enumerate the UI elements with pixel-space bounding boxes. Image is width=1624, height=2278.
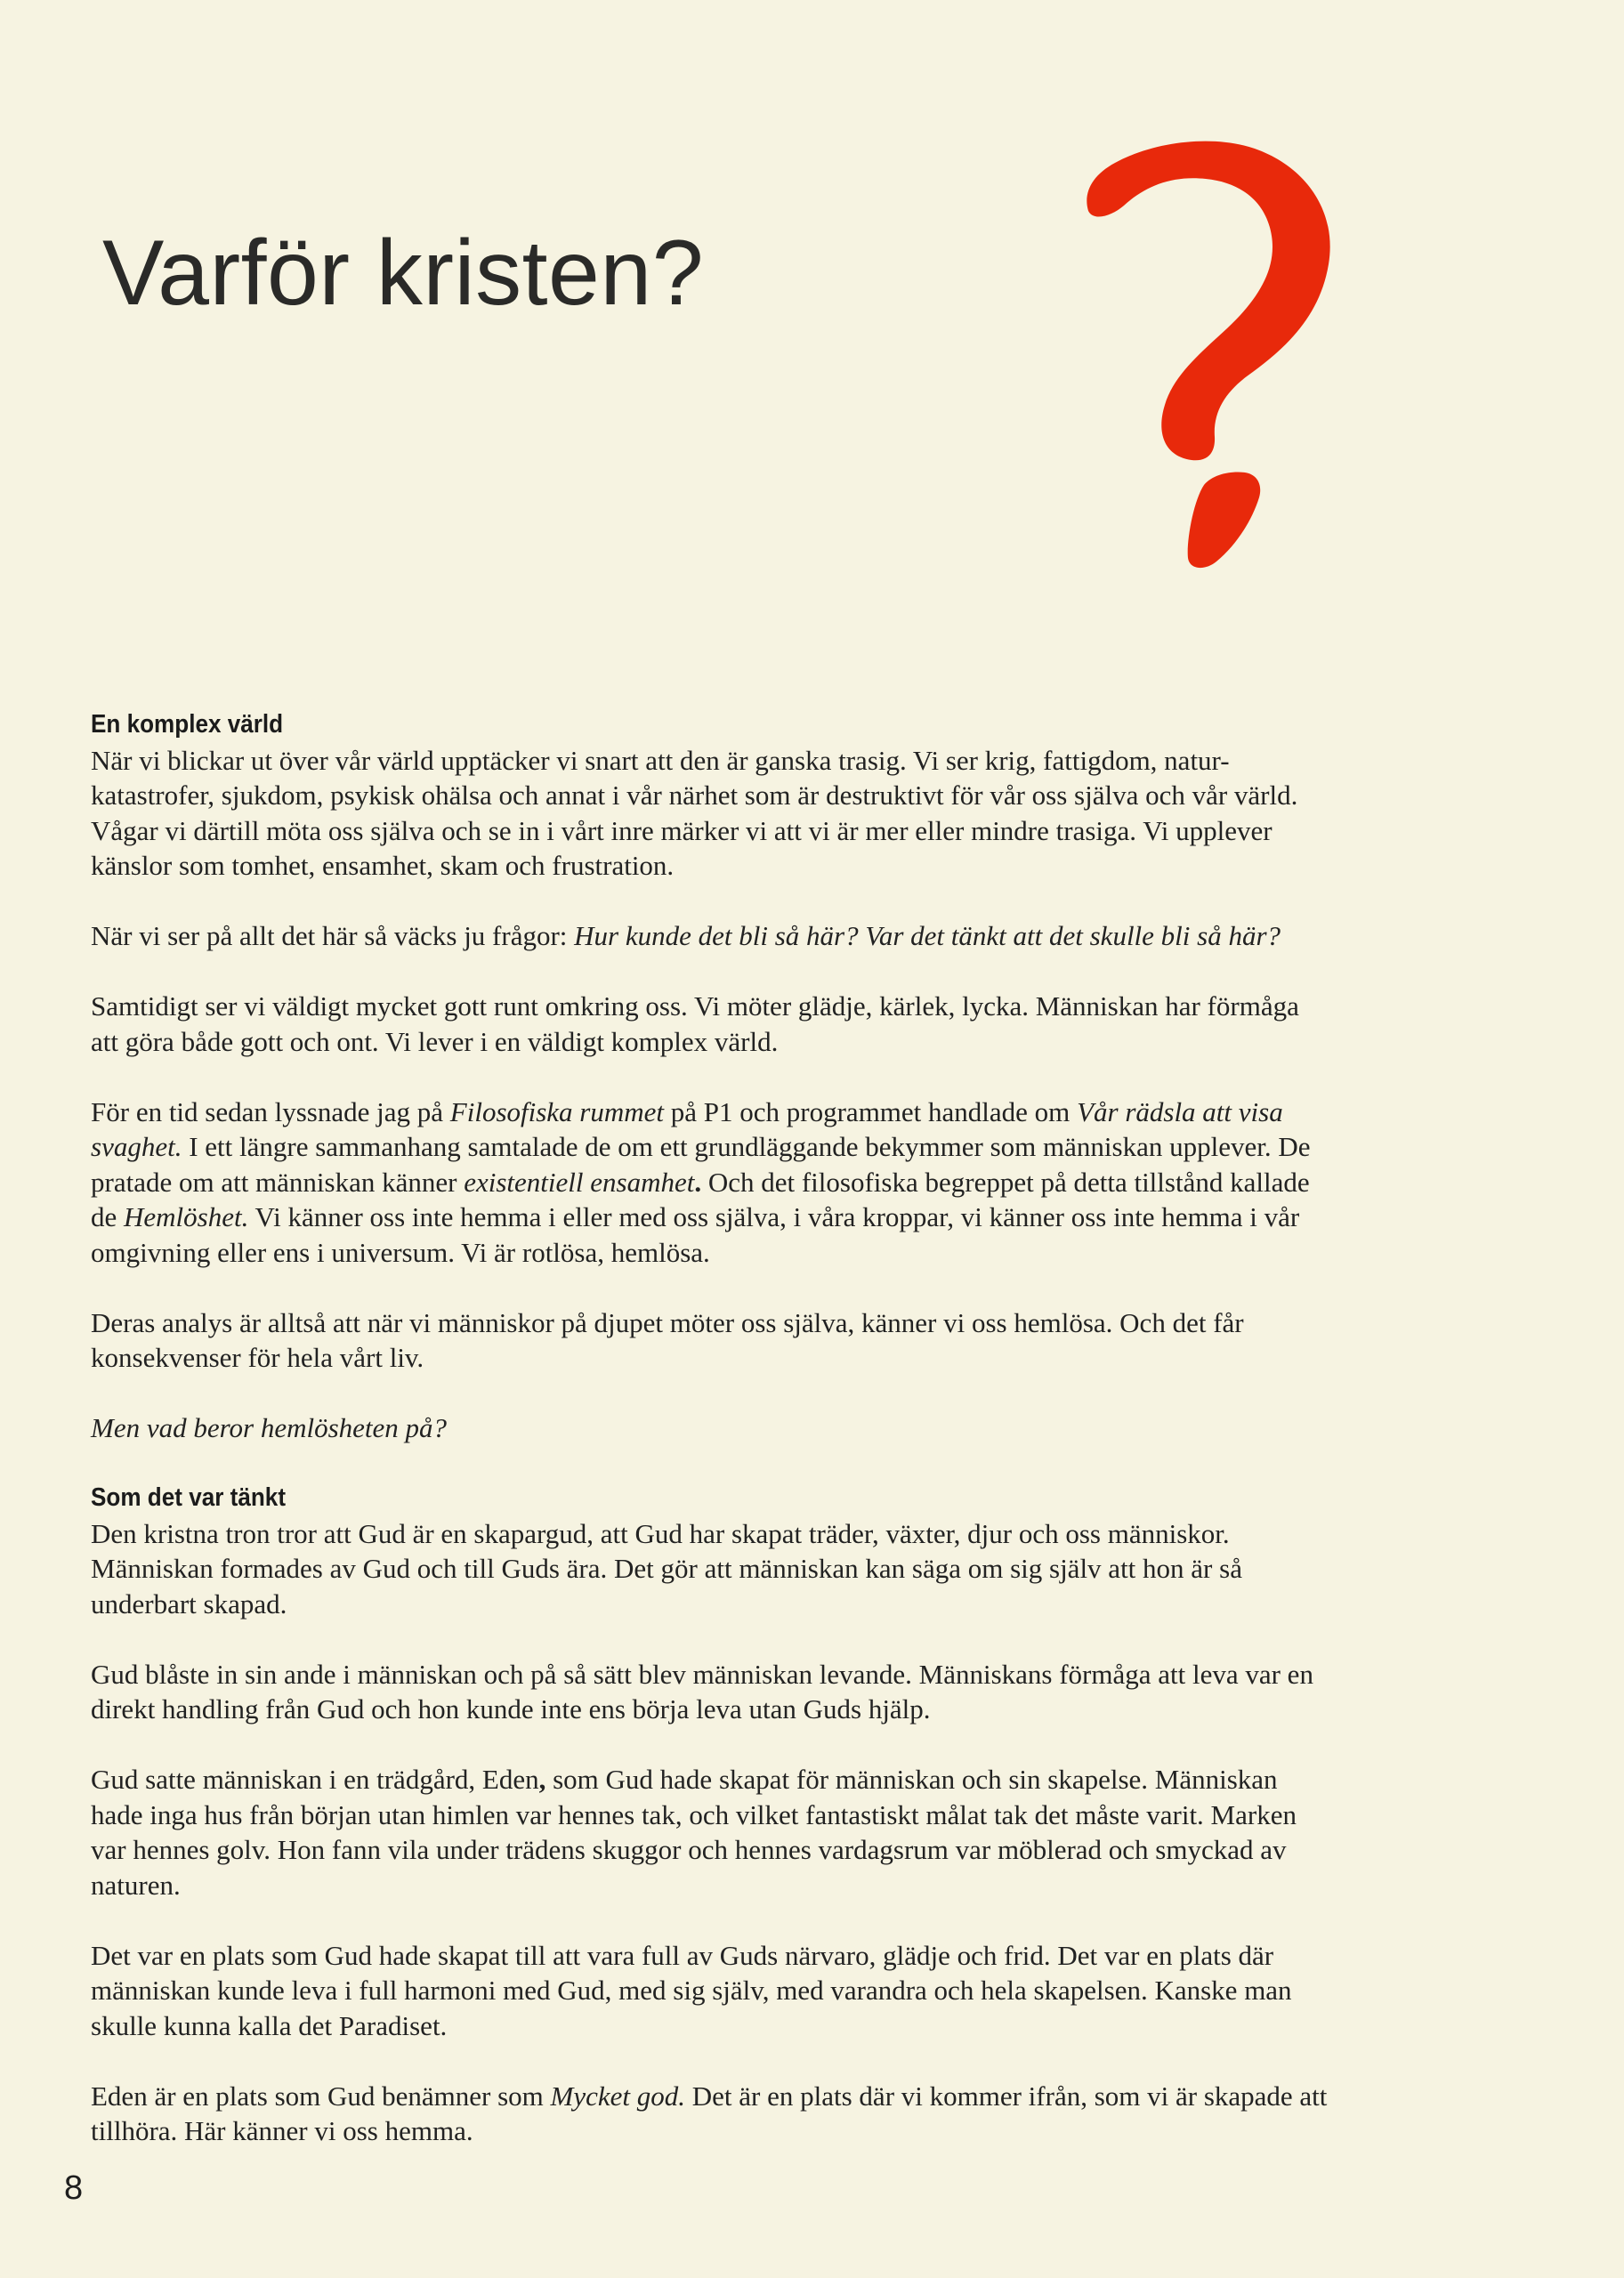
text-span: känslor som tomhet, ensamhet, skam och frustration. (91, 850, 675, 881)
page-title: Varför kristen? (102, 222, 705, 325)
text-span: Eden är en plats som Gud benämner som (91, 2080, 551, 2112)
paragraph (91, 1095, 1568, 1271)
paragraph (91, 2079, 1568, 2149)
text-span: människan kunde leva i full harmoni med Gud, med sig själv, med varandra och hela skapelsen. Kanske man (91, 1975, 1292, 2006)
emphasis-text: Men vad beror hemlösheten på? (91, 1412, 448, 1443)
text-span: som Gud hade skapat för människan och sin skapelse. Människan (545, 1764, 1278, 1795)
text-span: underbart skapad. (91, 1587, 287, 1620)
emphasis-text: Hemlöshet. (124, 1201, 249, 1232)
emphasis-text: Hur kunde det bli så här? Var det tänkt att det skulle bli så här? (574, 920, 1281, 951)
section-heading-complex-world: En komplex värld (91, 710, 284, 739)
text-span: att göra både gott och ont. Vi lever i en väldigt komplex värld. (91, 1025, 779, 1057)
paragraph (91, 989, 1568, 1059)
text-span: Det var en plats som Gud hade skapat till att vara full av Guds närvaro, glädje och frid. Det var en plats där (91, 1939, 1274, 1971)
text-span: skulle kunna kalla det Paradiset. (91, 2009, 448, 2041)
text-span: katastrofer, sjukdom, psykisk ohälsa och annat i vår närhet som är destruktivt för vår oss själva och vår värld. (91, 780, 1298, 811)
text-span: omgivning eller ens i universum. Vi är rotlösa, hemlösa. (91, 1236, 710, 1268)
text-span: tillhöra. Här känner vi oss hemma. (91, 2115, 473, 2146)
text-span: Den kristna tron tror att Gud är en skapargud, att Gud har skapat träder, växter, djur och oss människor. (91, 1517, 1230, 1549)
question-mark-dot (1188, 473, 1261, 569)
text-span: Gud blåste in sin ande i människan och på så sätt blev människan levande. Människans förmåga att leva var en (91, 1658, 1313, 1690)
text-span: I ett längre sammanhang samtalade de om ett grundläggande bekymmer som människan upplever. De (182, 1131, 1311, 1162)
text-span: direkt handling från Gud och hon kunde inte ens börja leva utan Guds hjälp. (91, 1693, 931, 1725)
text-span: konsekvenser för hela vårt liv. (91, 1342, 424, 1373)
paragraph (91, 1410, 1568, 1446)
bold-text: . (694, 1166, 702, 1198)
emphasis-text: existentiell ensamhet (464, 1166, 695, 1198)
text-span: Och det filosofiska begreppet på detta tillstånd kallade (701, 1166, 1310, 1198)
text-span: Deras analys är alltså att när vi människor på djupet möter oss själva, känner vi oss hemlösa. Och det får (91, 1306, 1244, 1338)
text-span: Människan formades av Gud och till Guds ära. Det gör att människan kan säga om sig själv att hon är så (91, 1553, 1242, 1584)
question-mark-hook (1087, 141, 1329, 461)
emphasis-text: Vår rädsla att visa (1077, 1095, 1283, 1127)
text-span: Samtidigt ser vi väldigt mycket gott runt omkring oss. Vi möter glädje, kärlek, lycka. Människan har förmåga (91, 990, 1299, 1022)
question-mark-icon (1072, 129, 1339, 574)
text-span: Det är en plats där vi kommer ifrån, som vi är skapade att (685, 2080, 1328, 2112)
text-span: För en tid sedan lyssnade jag på (91, 1095, 450, 1127)
paragraph (91, 1516, 1568, 1622)
article-body (91, 707, 1568, 2149)
emphasis-text: Filosofiska rummet (449, 1095, 665, 1127)
paragraph (91, 918, 1568, 954)
text-span: på P1 och programmet handlade om (664, 1095, 1078, 1127)
text-span: var hennes golv. Hon fann vila under trädens skuggor och hennes vardagsrum var möblerad och smyckad av (91, 1834, 1287, 1865)
emphasis-text: svaghet. (91, 1131, 182, 1162)
text-span: Gud satte människan i en trädgård, Eden (91, 1764, 539, 1795)
paragraph (91, 1305, 1568, 1376)
paragraph (91, 1762, 1568, 1902)
page-number: 8 (64, 2169, 84, 2207)
text-span: naturen. (91, 1869, 181, 1901)
text-span: När vi blickar ut över vår värld upptäcker vi snart att den är ganska trasig. Vi ser krig, fattigdom, natur- (91, 744, 1230, 776)
paragraph (91, 1657, 1568, 1727)
text-span: Vågar vi därtill möta oss själva och se in i vårt inre märker vi att vi är mer eller mindre trasiga. Vi upplever (91, 814, 1273, 846)
section-heading-as-intended: Som det var tänkt (91, 1483, 287, 1512)
text-span: När vi ser på allt det här så väcks ju frågor: (91, 920, 575, 951)
text-span: pratade om att människan känner (91, 1166, 465, 1198)
bold-text: , (538, 1764, 546, 1795)
text-span: hade inga hus från början utan himlen var hennes tak, och vilket fantastiskt målat tak det måste varit. Marken (91, 1798, 1297, 1830)
paragraph (91, 743, 1568, 884)
emphasis-text: Mycket god. (550, 2080, 686, 2112)
text-span: Vi känner oss inte hemma i eller med oss själva, i våra kroppar, vi känner oss inte hemma i vår (248, 1201, 1300, 1232)
paragraph (91, 1938, 1568, 2044)
text-span: de (91, 1201, 125, 1232)
